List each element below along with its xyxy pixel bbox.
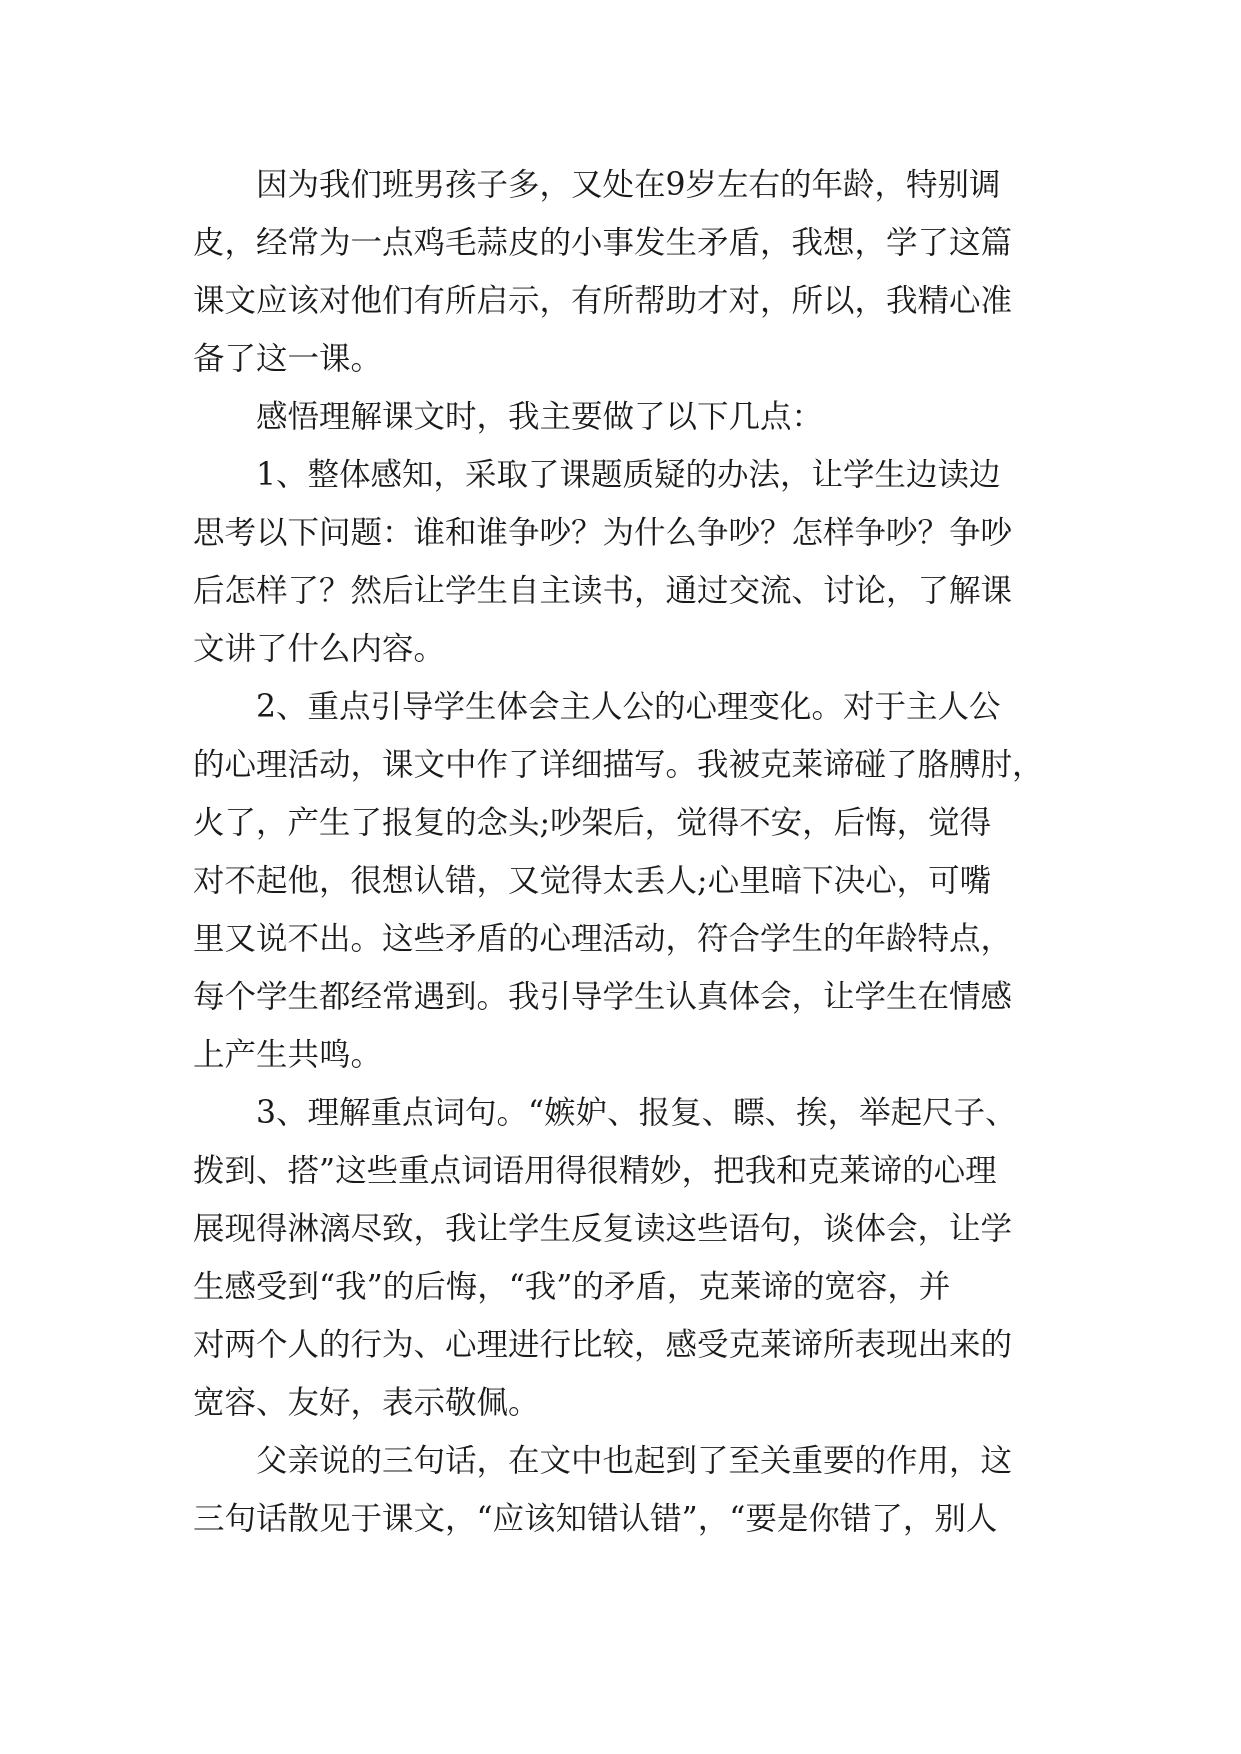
text-line: 每个学生都经常遇到。我引导学生认真体会，让学生在情感: [193, 979, 1013, 1015]
text-line: 展现得淋漓尽致，我让学生反复读这些语句，谈体会，让学: [193, 1211, 1013, 1247]
text-line: 火了，产生了报复的念头;吵架后，觉得不安，后悔，觉得: [193, 805, 992, 841]
text-line: 感悟理解课文时，我主要做了以下几点：: [256, 399, 824, 435]
text-line: 3、理解重点词句。“嫉妒、报复、瞟、挨，举起尺子、: [256, 1095, 1017, 1131]
text-line: 课文应该对他们有所启示，有所帮助才对，所以，我精心准: [193, 283, 1013, 319]
text-line: 思考以下问题：谁和谁争吵？为什么争吵？怎样争吵？争吵: [193, 515, 1013, 551]
text-line: 拨到、搭”这些重点词语用得很精妙，把我和克莱谛的心理: [193, 1153, 997, 1189]
text-line: 生感受到“我”的后悔，“我”的矛盾，克莱谛的宽容，并: [193, 1269, 951, 1305]
text-line: 的心理活动，课文中作了详细描写。我被克莱谛碰了胳膊肘，: [193, 747, 1044, 783]
text-line: 里又说不出。这些矛盾的心理活动，符合学生的年龄特点，: [193, 921, 1013, 957]
text-line: 备了这一课。: [193, 341, 383, 377]
text-line: 父亲说的三句话，在文中也起到了至关重要的作用，这: [256, 1443, 1013, 1479]
text-line: 宽容、友好，表示敬佩。: [193, 1385, 540, 1421]
text-line: 2、重点引导学生体会主人公的心理变化。对于主人公: [256, 689, 1001, 725]
text-line: 三句话散见于课文，“应该知错认错”，“要是你错了，别人: [193, 1501, 998, 1537]
text-line: 皮，经常为一点鸡毛蒜皮的小事发生矛盾，我想，学了这篇: [193, 225, 1013, 261]
text-line: 1、整体感知，采取了课题质疑的办法，让学生边读边: [256, 457, 1001, 493]
text-line: 上产生共鸣。: [193, 1037, 383, 1073]
text-line: 对两个人的行为、心理进行比较，感受克莱谛所表现出来的: [193, 1327, 1013, 1363]
text-line: 文讲了什么内容。: [193, 631, 446, 667]
text-line: 后怎样了？然后让学生自主读书，通过交流、讨论，了解课: [193, 573, 1013, 609]
text-line: 对不起他，很想认错，又觉得太丢人;心里暗下决心，可嘴: [193, 863, 992, 899]
text-line: 因为我们班男孩子多，又处在9岁左右的年龄，特别调: [256, 167, 1001, 203]
